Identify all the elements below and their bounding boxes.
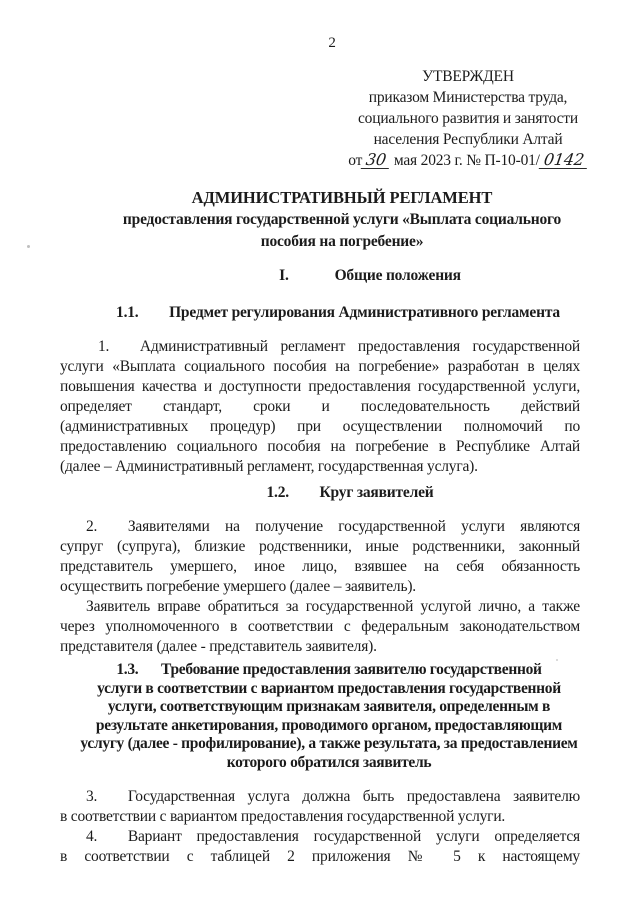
text-line: 3. Государственная услуга должна быть предоставлена заявителю — [86, 788, 580, 805]
text-line: супруг (супруга), близкие родственники, иные родственники, законный — [60, 538, 580, 555]
text-line: услугу (далее - профилирование), а также результата, за предоставлением — [80, 735, 578, 752]
text-line: социального развития и занятости — [358, 110, 578, 127]
text-line: (административных процедур) при осуществлении полномочий по — [60, 418, 580, 435]
text-line: населения Республики Алтай — [373, 131, 563, 148]
text-line: предоставлению социального пособия на погребение в Республике Алтай — [60, 438, 580, 455]
text-line: Заявитель вправе обратиться за государственной услугой лично, а также — [86, 598, 580, 615]
text-line: осуществить погребение умершего (далее – заявитель). — [60, 578, 416, 595]
section-1-2-heading: 1.2. Круг заявителей — [266, 484, 434, 501]
text-line: услуги, соответствующим признакам заявителя, определенным в — [107, 698, 551, 715]
paragraph-2 — [60, 517, 580, 597]
text-line: 1.3. Требование предоставления заявителю государственной — [116, 661, 542, 678]
text-line: определяет стандарт, сроки и последовательность действий — [60, 398, 580, 415]
text-line: предоставления государственной услуги «Выплата социального — [122, 211, 562, 228]
scan-speck — [556, 659, 558, 661]
handwritten-number: 0142 — [539, 151, 589, 169]
text-line: результате анкетирования, проводимого органом, предоставляющим — [95, 716, 563, 734]
section-1-heading: I. Общие положения — [279, 267, 461, 284]
document-title — [82, 187, 602, 253]
text-line: 1. Административный регламент предоставления государственной — [98, 338, 580, 355]
text-line: пособия на погребение» — [260, 233, 424, 250]
page-number: 2 — [328, 35, 336, 51]
text-line: (далее – Административный регламент, государственная услуга). — [60, 458, 478, 475]
handwritten-day: 30 — [361, 151, 391, 169]
scan-speck — [27, 245, 30, 248]
text-line: УТВЕРЖДЕН — [422, 68, 514, 85]
section-1-3-heading — [69, 661, 589, 772]
text-line: в соответствии с вариантом предоставления государственной услуги. — [60, 808, 506, 825]
text-line: повышения качества и доступности предоставления государственной услуги, — [60, 378, 580, 395]
text-line: услуги «Выплата социального пособия на погребение» разработан в целях — [60, 358, 580, 375]
approval-lines — [313, 66, 623, 150]
text-line: в соответствии с таблицей 2 приложения № 5 к настоящему — [60, 848, 580, 865]
text-line: 4. Вариант предоставления государственной услуги определяется — [86, 828, 580, 845]
text-line: представитель умершего, иное лицо, взявшее на себя обязанность — [60, 558, 580, 575]
paragraph-2-continued — [60, 597, 580, 657]
section-1-1-heading: 1.1. Предмет регулирования Административного регламента — [116, 304, 560, 321]
text-line: 2. Заявителями на получение государственной услуги являются — [86, 518, 580, 535]
text-line: которого обратился заявитель — [226, 753, 432, 771]
text-line: через уполномоченного в соответствии с федеральным законодательством — [60, 618, 580, 635]
paragraph-3 — [60, 787, 580, 827]
paragraph-4 — [60, 827, 580, 867]
text-line: представителя (далее - представитель заявителя). — [60, 638, 377, 655]
text-line: услуги в соответствии с вариантом предоставления государственной — [97, 679, 561, 697]
date-middle: мая 2023 г. № П-10-01/ — [390, 152, 540, 169]
text-line: приказом Министерства труда, — [368, 89, 568, 106]
text-line: АДМИНИСТРАТИВНЫЙ РЕГЛАМЕНТ — [191, 188, 493, 207]
approval-block — [313, 66, 623, 171]
date-prefix: от — [348, 152, 363, 169]
approval-date-line — [313, 150, 623, 171]
paragraph-1 — [60, 337, 580, 477]
